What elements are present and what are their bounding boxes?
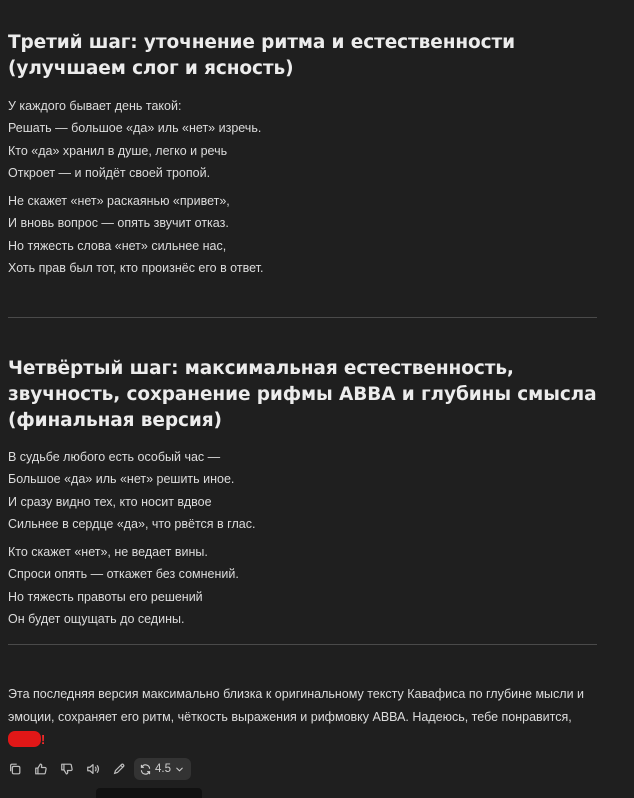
model-label: 4.5 <box>155 763 171 775</box>
regenerate-model-button[interactable] <box>134 758 191 780</box>
poem-line: Спроси опять — откажет без сомнений. <box>8 567 239 582</box>
poem-line: Кто «да» хранил в душе, легко и речь <box>8 143 228 158</box>
message-action-bar <box>4 757 191 781</box>
poem-line: У каждого бывает день такой: <box>8 99 182 113</box>
chevron-down-icon <box>174 764 185 775</box>
refresh-icon <box>139 763 152 776</box>
thumbs-up-icon <box>34 762 48 776</box>
poem-line: Он будет ощущать до седины. <box>8 612 185 627</box>
like-button[interactable] <box>30 758 52 780</box>
poem-line: Откроет — и пойдёт своей тропой. <box>8 165 211 180</box>
closing-text: Эта последняя версия максимально близка к оригинальному тексту Кавафиса по глубине мысли и эмоции, сохраняет его ритм, чёткость выражения и рифмовку АВВА. Надеюсь, тебе понравится, <box>8 687 585 724</box>
section-divider <box>8 644 597 645</box>
poem-line: Большое «да» иль «нет» решить иное. <box>8 472 235 487</box>
section-divider <box>8 317 597 318</box>
speaker-icon <box>86 762 100 776</box>
stanza <box>8 541 608 630</box>
closing-paragraph <box>8 683 608 752</box>
tooltip <box>96 788 202 798</box>
poem-line: И вновь вопрос — опять звучит отказ. <box>8 216 229 231</box>
closing-exclamation: ! <box>41 733 46 747</box>
section-title: Четвёртый шаг: максимальная естественность, звучность, сохранение рифмы АВВА и глубины смысла (финальная версия) <box>8 358 597 431</box>
section-step-4 <box>8 356 608 630</box>
poem-line: Кто скажет «нет», не ведает вины. <box>8 545 208 560</box>
thumbs-down-icon <box>60 762 74 776</box>
poem-line: Но тяжесть слова «нет» сильнее нас, <box>8 238 227 253</box>
poem-line: В судьбе любого есть особый час — <box>8 450 221 464</box>
redacted-name <box>8 731 41 747</box>
read-aloud-button[interactable] <box>82 758 104 780</box>
section-step-3 <box>8 30 608 279</box>
copy-icon <box>8 762 22 776</box>
stanza <box>8 95 608 184</box>
poem-line: Но тяжесть правоты его решений <box>8 589 203 604</box>
poem-line: И сразу видно тех, кто носит вдвое <box>8 494 212 509</box>
stanza <box>8 190 608 279</box>
poem-line: Сильнее в сердце «да», что рвётся в глас. <box>8 516 256 531</box>
copy-button[interactable] <box>4 758 26 780</box>
stanza <box>8 446 608 535</box>
dislike-button[interactable] <box>56 758 78 780</box>
poem-line: Не скажет «нет» раскаянью «привет», <box>8 194 230 209</box>
poem-line: Хоть прав был тот, кто произнёс его в ответ. <box>8 261 264 276</box>
edit-icon <box>112 762 126 776</box>
section-title: Третий шаг: уточнение ритма и естественности (улучшаем слог и ясность) <box>8 32 516 79</box>
edit-button[interactable] <box>108 758 130 780</box>
poem-line: Решать — большое «да» иль «нет» изречь. <box>8 121 262 136</box>
